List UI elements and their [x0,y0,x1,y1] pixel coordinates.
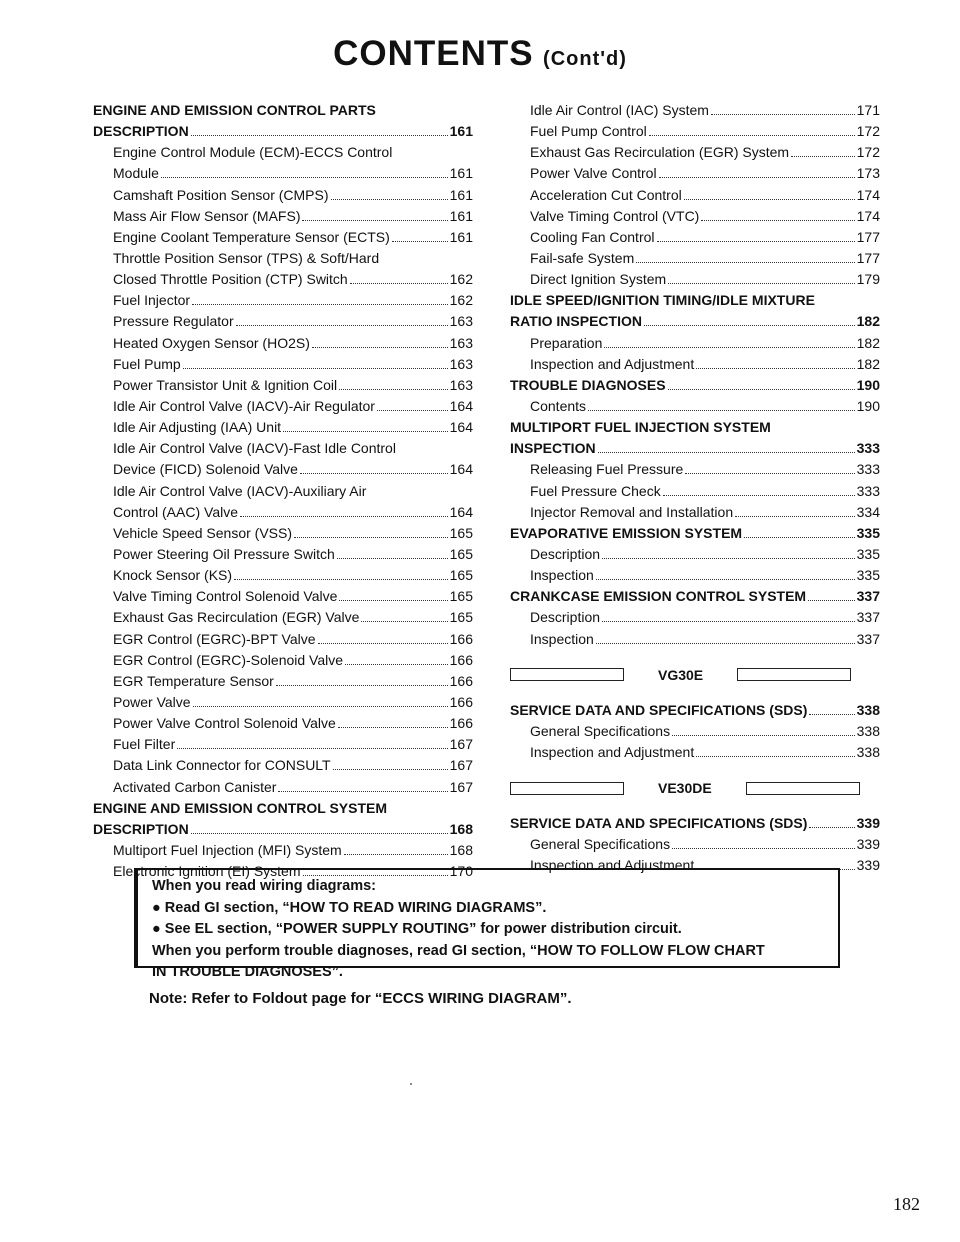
toc-entry-title: Valve Timing Control (VTC) [530,207,700,224]
toc-entry [510,185,880,206]
dot-leader [302,219,447,221]
toc-entry-title: Fuel Pump Control [530,123,647,140]
toc-entry-title: SERVICE DATA AND SPECIFICATIONS (SDS) [510,815,808,832]
toc-entry-title: Module [113,165,159,182]
toc-entry [93,629,473,650]
toc-entry-page: 333 [856,461,880,478]
dot-leader [744,536,855,538]
dot-leader [672,734,855,736]
dot-leader [234,578,448,580]
toc-entry-title: Cooling Fan Control [530,228,655,245]
toc-entry [93,311,473,332]
toc-entry [510,121,880,142]
toc-entry-page: 334 [856,503,880,520]
toc-entry [510,206,880,227]
toc-entry [510,721,880,742]
dot-leader [339,599,447,601]
toc-entry-title: Valve Timing Control Solenoid Valve [113,588,338,605]
toc-entry-page: 182 [856,334,880,351]
toc-entry-title: Fuel Filter [113,736,176,753]
toc-entry-page: 165 [449,524,473,541]
dot-leader [636,261,854,263]
toc-entry [510,311,880,332]
toc-entry-title: Description [530,545,601,562]
toc-entry-title: Electronic Ignition (EI) System [113,863,301,880]
toc-entry-page: 165 [449,609,473,626]
dot-leader [240,515,448,517]
toc-entry-page: 170 [449,863,473,880]
engine-bar-right [746,782,860,795]
toc-entry [93,523,473,544]
toc-entry-title: Idle Air Control Valve (IACV)-Air Regulator [113,397,375,414]
toc-entry-page: 172 [856,144,880,161]
toc-ve30de-entries [510,813,880,876]
toc-entry-page: 338 [856,701,880,718]
toc-entry [93,777,473,798]
toc-entry-title: Inspection and Adjustment [530,857,695,874]
toc-entry [93,607,473,628]
toc-entry-page: 163 [449,334,473,351]
toc-entry-title: Fuel Injector [113,292,191,309]
toc-entry-page: 166 [449,651,473,668]
toc-entry-page: 179 [856,271,880,288]
dot-leader [602,557,855,559]
toc-entry-page: 167 [449,757,473,774]
toc-entry-page: 171 [856,102,880,118]
dot-leader [339,388,448,390]
toc-entry-page: 190 [856,376,880,393]
toc-entry-title: General Specifications [530,722,671,739]
toc-entry-title: ENGINE AND EMISSION CONTROL SYSTEM [93,799,388,816]
toc-entry-title: Inspection and Adjustment [530,355,695,372]
toc-entry [93,396,473,417]
dot-leader [193,705,448,707]
toc-entry-page: 168 [449,820,473,837]
toc-entry-title: Device (FICD) Solenoid Valve [113,461,298,478]
toc-entry-page: 335 [856,524,880,541]
toc-entry [510,248,880,269]
toc-right-column [510,100,880,877]
toc-entry [93,586,473,607]
notice-line: ● Read GI section, “HOW TO READ WIRING DIAGRAMS”. [152,899,547,916]
toc-entry-page: 335 [856,567,880,584]
toc-entry-title: Vehicle Speed Sensor (VSS) [113,524,292,541]
dot-leader [809,713,854,715]
toc-entry [93,819,473,840]
dot-leader [278,790,447,792]
dot-leader [331,198,448,200]
toc-entry [93,227,473,248]
toc-entry-page: 182 [856,313,880,330]
toc-entry-title: Idle Air Control Valve (IACV)-Fast Idle Control [113,440,396,457]
toc-entry-title: Engine Coolant Temperature Sensor (ECTS) [113,228,390,245]
toc-entry-page: 163 [449,376,473,393]
toc-entry [510,396,880,417]
toc-entry [93,354,473,375]
dot-leader [659,176,855,178]
dot-leader [191,134,448,136]
toc-entry-title: Direct Ignition System [530,271,667,288]
toc-entry-page: 161 [449,123,473,140]
dot-leader [333,768,448,770]
toc-entry-title: Engine Control Module (ECM)-ECCS Control [113,144,393,161]
dot-leader [318,642,448,644]
engine-header-vg30e [510,660,880,690]
toc-entry-page: 335 [856,545,880,562]
dot-leader [588,409,855,411]
dot-leader [672,847,855,849]
dot-leader [183,367,448,369]
dot-leader [596,578,855,580]
wiring-diagram-notice [134,868,840,980]
toc-entry-page: 339 [856,836,880,853]
dot-leader [361,620,447,622]
foldout-note: Note: Refer to Foldout page for “ECCS WIRING DIAGRAM”. [149,990,572,1007]
toc-entry-page: 174 [856,207,880,224]
toc-entry-title: Mass Air Flow Sensor (MAFS) [113,207,301,224]
toc-entry-title: EGR Control (EGRC)-Solenoid Valve [113,651,344,668]
dot-leader [392,240,448,242]
toc-entry [510,227,880,248]
toc-entry [510,607,880,628]
toc-entry-page: 164 [449,419,473,436]
toc-entry-title: Fuel Pressure Check [530,482,661,499]
engine-bar-right [737,668,851,681]
toc-entry [510,142,880,163]
engine-label-vg30e: VG30E [658,666,704,683]
toc-entry [93,692,473,713]
toc-entry [93,438,473,459]
toc-entry-title: Control (AAC) Valve [113,503,239,520]
toc-entry [93,544,473,565]
toc-entry-page: 166 [449,693,473,710]
toc-entry [93,565,473,586]
toc-right-top [510,100,880,650]
toc-entry [510,290,880,311]
toc-entry-title: Activated Carbon Canister [113,778,277,795]
toc-entry-title: Power Valve [113,693,191,710]
engine-header-ve30de [510,773,880,803]
toc-entry-title: Camshaft Position Sensor (CMPS) [113,186,329,203]
notice-line: ● See EL section, “POWER SUPPLY ROUTING” for power distribution circuit. [152,921,682,937]
toc-entry [510,354,880,375]
toc-entry [510,700,880,721]
dot-leader [177,747,447,749]
toc-entry-page: 333 [856,440,880,457]
toc-entry-page: 338 [856,743,880,760]
dot-leader [300,472,448,474]
toc-entry [93,650,473,671]
toc-entry-title: INSPECTION [510,440,596,457]
toc-entry-title: Power Valve Control Solenoid Valve [113,715,336,732]
notice-line: When you read wiring diagrams: [152,878,376,894]
toc-entry-page: 161 [449,207,473,224]
toc-entry [510,742,880,763]
toc-entry [93,121,473,142]
dot-leader [377,409,448,411]
toc-entry [93,100,473,121]
toc-entry-title: ENGINE AND EMISSION CONTROL PARTS [93,102,376,118]
toc-entry [93,142,473,163]
toc-entry-title: Fail-safe System [530,249,635,266]
toc-entry-page: 168 [449,841,473,858]
dot-leader [192,303,448,305]
toc-entry [93,502,473,523]
dot-leader [338,726,448,728]
toc-entry-title: Power Transistor Unit & Ignition Coil [113,376,338,393]
toc-entry-title: Power Valve Control [530,165,657,182]
notice-line: IN TROUBLE DIAGNOSES”. [152,964,343,980]
toc-entry-title: MULTIPORT FUEL INJECTION SYSTEM [510,419,771,436]
dot-leader [350,282,448,284]
toc-entry [93,417,473,438]
toc-entry-title: Fuel Pump [113,355,181,372]
dot-leader [191,832,448,834]
toc-entry [510,375,880,396]
dot-leader [663,494,855,496]
toc-entry-page: 166 [449,715,473,732]
dot-leader [337,557,448,559]
toc-entry-title: Power Steering Oil Pressure Switch [113,545,335,562]
toc-entry-page: 164 [449,503,473,520]
dot-leader [696,367,854,369]
toc-entry-title: Throttle Position Sensor (TPS) & Soft/Hard [113,249,380,266]
page-number: 182 [893,1194,920,1214]
dot-leader [735,515,855,517]
toc-entry-title: Inspection [530,567,594,584]
dot-leader [711,113,855,115]
toc-entry-page: 337 [856,630,880,647]
dot-leader [696,755,854,757]
toc-entry-title: Inspection [530,630,594,647]
toc-entry [93,671,473,692]
dot-leader [283,430,448,432]
toc-entry-title: Preparation [530,334,603,351]
dot-leader [701,219,854,221]
dot-leader [685,472,854,474]
dot-leader [791,155,855,157]
toc-entry-title: Acceleration Cut Control [530,186,682,203]
dot-leader [668,388,855,390]
toc-entry-page: 161 [449,186,473,203]
dot-leader [276,684,448,686]
page-title-suffix: (Cont'd) [543,48,627,70]
dot-leader [294,536,448,538]
toc-entry-title: Injector Removal and Installation [530,503,734,520]
toc-entry-page: 166 [449,630,473,647]
toc-entry [93,163,473,184]
toc-entry-page: 167 [449,778,473,795]
toc-entry-title: TROUBLE DIAGNOSES [510,376,666,393]
engine-bar-left [510,782,624,795]
toc-entry [510,417,880,438]
toc-entry-page: 167 [449,736,473,753]
toc-entry-title: General Specifications [530,836,671,853]
toc-entry-page: 164 [449,397,473,414]
toc-entry-title: DESCRIPTION [93,123,189,140]
dot-leader [596,642,855,644]
toc-entry [93,734,473,755]
toc-entry-title: Idle Air Adjusting (IAA) Unit [113,419,282,436]
toc-entry-page: 165 [449,567,473,584]
toc-entry [510,523,880,544]
toc-entry-title: EGR Temperature Sensor [113,672,274,689]
page-title-main: CONTENTS [333,34,534,73]
toc-entry [93,206,473,227]
toc-entry [93,713,473,734]
engine-bar-left [510,668,624,681]
toc-entry [510,629,880,650]
toc-entry-page: 177 [856,228,880,245]
toc-entry [93,333,473,354]
dot-leader [236,324,448,326]
toc-entry [510,163,880,184]
toc-entry [510,502,880,523]
toc-entry-page: 161 [449,228,473,245]
dot-leader [644,324,855,326]
toc-entry-title: Idle Air Control (IAC) System [530,102,709,118]
engine-label-ve30de: VE30DE [658,780,712,797]
dot-leader [344,853,448,855]
toc-entry-title: Closed Throttle Position (CTP) Switch [113,271,348,288]
toc-entry-title: Description [530,609,601,626]
toc-entry-page: 164 [449,461,473,478]
toc-entry-title: Pressure Regulator [113,313,234,330]
dot-leader [312,346,448,348]
toc-entry-page: 161 [449,165,473,182]
toc-entry-page: 177 [856,249,880,266]
toc-entry-title: SERVICE DATA AND SPECIFICATIONS (SDS) [510,701,808,718]
toc-entry-title: Idle Air Control Valve (IACV)-Auxiliary Air [113,482,367,499]
toc-entry [93,290,473,311]
toc-entry [510,834,880,855]
toc-entry [510,100,880,121]
toc-entry-page: 165 [449,588,473,605]
dot-leader [161,176,448,178]
toc-entry-page: 337 [856,588,880,605]
toc-entry-page: 182 [856,355,880,372]
toc-entry [510,544,880,565]
toc-entry-page: 162 [449,271,473,288]
dot-leader [808,599,855,601]
toc-entry-title: Multiport Fuel Injection (MFI) System [113,841,342,858]
toc-entry [510,438,880,459]
toc-entry-title: Contents [530,397,587,414]
toc-entry-title: CRANKCASE EMISSION CONTROL SYSTEM [510,588,807,605]
toc-entry-page: 163 [449,313,473,330]
toc-entry-page: 165 [449,545,473,562]
toc-entry-page: 166 [449,672,473,689]
toc-entry-title: EVAPORATIVE EMISSION SYSTEM [510,524,743,541]
toc-entry-title: DESCRIPTION [93,820,189,837]
toc-entry [510,269,880,290]
dot-leader [809,826,854,828]
toc-entry-page: 338 [856,722,880,739]
toc-entry-title: Data Link Connector for CONSULT [113,757,331,774]
toc-entry-title: Heated Oxygen Sensor (HO2S) [113,334,310,351]
dot-leader [345,663,448,665]
toc-entry [93,481,473,502]
toc-entry [510,459,880,480]
toc-entry-title: IDLE SPEED/IGNITION TIMING/IDLE MIXTURE [510,292,815,309]
toc-entry-page: 333 [856,482,880,499]
toc-entry-page: 172 [856,123,880,140]
toc-entry-page: 190 [856,397,880,414]
notice-line: When you perform trouble diagnoses, read GI section, “HOW TO FOLLOW FLOW CHART [152,942,765,959]
toc-entry-page: 163 [449,355,473,372]
page-title [0,34,960,74]
toc-entry-title: Knock Sensor (KS) [113,567,233,584]
toc-entry [93,840,473,861]
toc-entry [510,565,880,586]
speck [410,1083,412,1085]
toc-entry-title: Exhaust Gas Recirculation (EGR) Valve [113,609,360,626]
toc-entry-page: 174 [856,186,880,203]
toc-entry-page: 339 [856,815,880,832]
toc-entry-title: Exhaust Gas Recirculation (EGR) System [530,144,790,161]
toc-entry-title: RATIO INSPECTION [510,313,642,330]
toc-entry-title: EGR Control (EGRC)-BPT Valve [113,630,316,647]
toc-vg30e-entries [510,700,880,763]
toc-entry-page: 339 [856,857,880,874]
toc-entry-title: Releasing Fuel Pressure [530,461,684,478]
toc-entry-page: 173 [856,165,880,182]
toc-entry-title: Inspection and Adjustment [530,743,695,760]
toc-entry [93,248,473,269]
toc-entry-page: 162 [449,292,473,309]
dot-leader [649,134,855,136]
dot-leader [657,240,855,242]
toc-entry [93,755,473,776]
toc-entry [93,185,473,206]
toc-entry [93,798,473,819]
toc-entry [510,481,880,502]
dot-leader [598,451,855,453]
dot-leader [604,346,854,348]
toc-entry [93,375,473,396]
toc-entry [93,269,473,290]
toc-entry [93,459,473,480]
toc-left-column [93,100,473,882]
dot-leader [684,198,855,200]
dot-leader [602,620,855,622]
toc-entry [510,586,880,607]
toc-entry-page: 337 [856,609,880,626]
toc-entry [510,813,880,834]
toc-entry [510,333,880,354]
dot-leader [668,282,854,284]
